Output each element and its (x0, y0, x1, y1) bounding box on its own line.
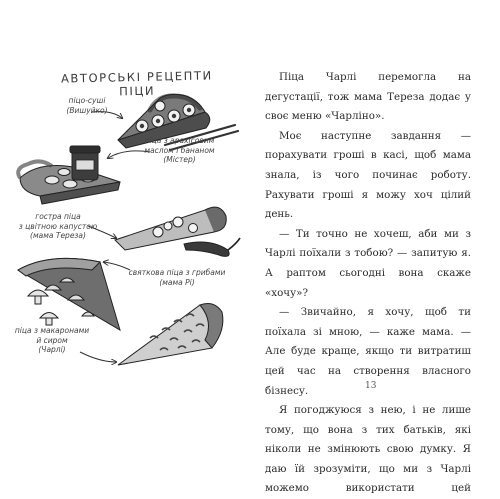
illustration-title: АВТОРСЬКІ РЕЦЕПТИ ПІЦИ (60, 68, 213, 99)
illustration-page (0, 0, 250, 450)
caption-mac-cheese-pizza: піца з макаронами й сиром (Чарлі) (14, 326, 90, 354)
paragraph: — Ти точно не хочеш, аби ми з Чарлі поїхали з тобою? — запитую я. А раптом сьогодні вона скаже «хочу»? (265, 227, 471, 299)
paragraph: Моє наступне завдання — порахувати гроші в касі, щоб мама знала, із чого починає роботу. Рахувати гроші я можу хоч цілий день. (265, 129, 471, 221)
mushroom-pizza-drawing (18, 258, 120, 330)
caption-mushroom-pizza: святкова піца з грибами (мама Рі) (128, 268, 226, 287)
caption-peanut-banana-pizza: піца з арахісовим маслом і бананом (Містер) (144, 136, 215, 164)
caption-sushi-pizza: піцо-суші (Вишуйко) (66, 96, 108, 115)
caption-cauliflower-pizza: гостра піца з цвітною капустою (мама Тереза) (18, 212, 98, 240)
mac-cheese-pizza-drawing (118, 304, 223, 365)
peanut-banana-pizza-drawing (18, 146, 120, 204)
paragraph: Піца Чарлі перемогла на дегустації, тож мама Тереза додає у своє меню «Чарліно». (265, 71, 471, 123)
cauliflower-pizza-drawing (115, 207, 240, 256)
paragraph: — Звичайно, я хочу, щоб ти поїхала зі мною, — каже мама. — Але буде краще, якщо ти витратиш цей час на створення власного бізнесу. (265, 306, 471, 397)
paragraph: Я погоджуюся з нею, і не лише тому, що вона з тих батьків, які ніколи не змінюють свою думку. Я даю їй зрозуміти, що ми з Чарлі можемо використати цей (265, 404, 471, 495)
text-page (265, 68, 471, 499)
page-number: 13 (365, 381, 377, 391)
